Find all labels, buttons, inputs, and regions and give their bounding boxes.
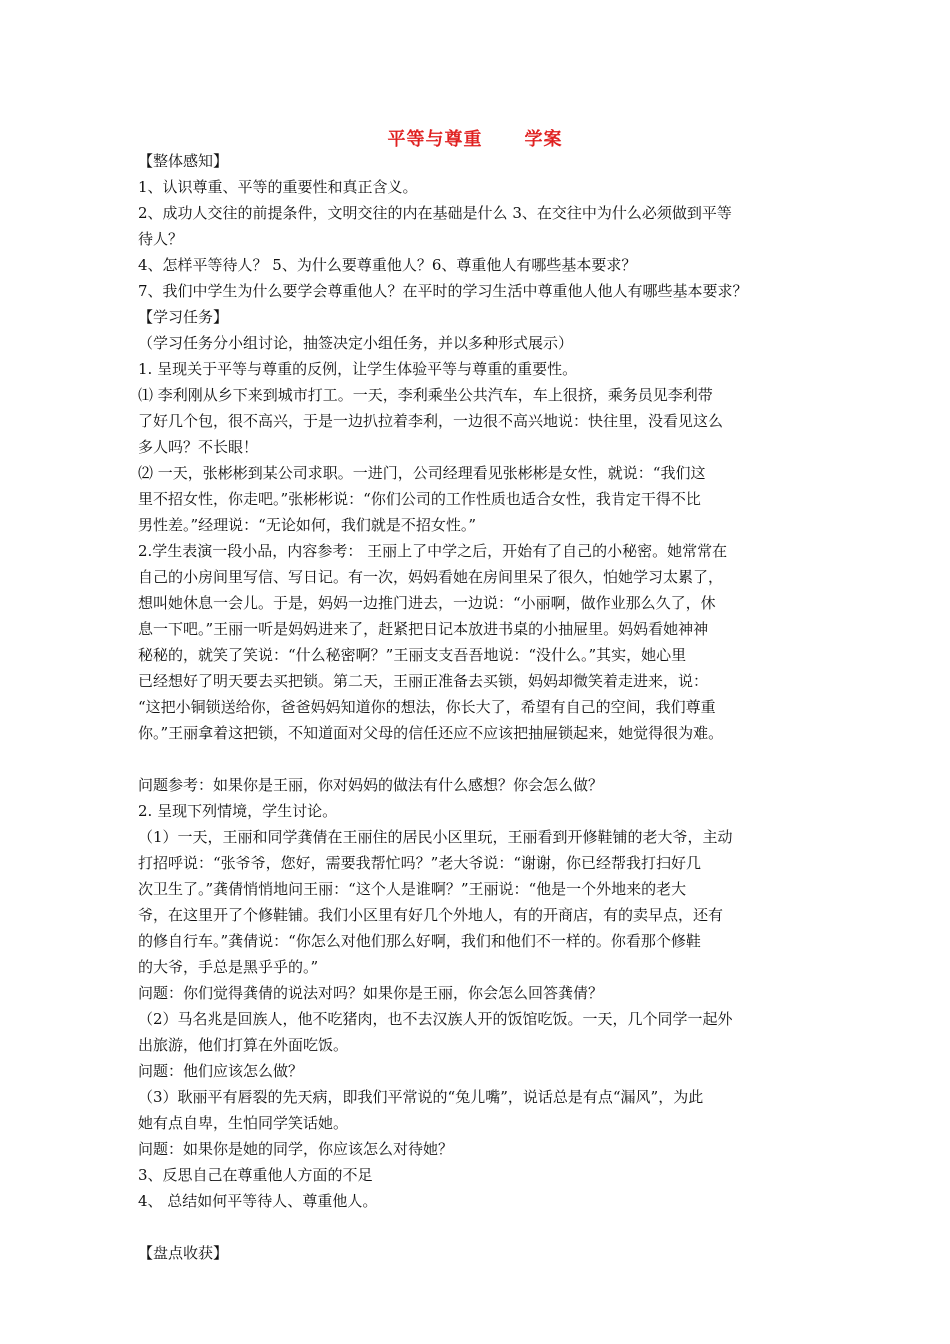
text-line: 想叫她休息一会儿。于是，妈妈一边推门进去，一边说：“小丽啊，做作业那么久了，休: [138, 594, 716, 612]
text-line: 2. 呈现下列情境，学生讨论。: [138, 802, 338, 820]
text-line: 多人吗？不长眼！: [138, 438, 259, 456]
text-line: 【盘点收获】: [138, 1244, 229, 1262]
text-line: 爷，在这里开了个修鞋铺。我们小区里有好几个外地人，有的开商店，有的卖早点，还有: [138, 906, 724, 924]
text-line: 问题：他们应该怎么做？: [138, 1062, 304, 1080]
title-main: 平等与尊重: [387, 129, 483, 150]
text-line: 4、怎样平等待人？ 5、为什么要尊重他人？6、尊重他人有哪些基本要求？: [138, 256, 637, 274]
text-line: 1、认识尊重、平等的重要性和真正含义。: [138, 178, 418, 196]
text-line: 次卫生了。”龚倩悄悄地问王丽：“这个人是谁啊？”王丽说：“他是一个外地来的老大: [138, 880, 687, 898]
text-line: 问题：你们觉得龚倩的说法对吗？如果你是王丽，你会怎么回答龚倩？: [138, 984, 604, 1002]
text-line: （3）耿丽平有唇裂的先天病，即我们平常说的“兔儿嘴”，说话总是有点“漏风”，为此: [138, 1088, 704, 1106]
text-line: 问题参考：如果你是王丽，你对妈妈的做法有什么感想？你会怎么做？: [138, 776, 604, 794]
text-line: 2、成功人交往的前提条件，文明交往的内在基础是什么 3、在交往中为什么必须做到平等: [138, 204, 732, 222]
text-line: “这把小铜锁送给你，爸爸妈妈知道你的想法，你长大了，希望有自己的空间，我们尊重: [138, 698, 716, 716]
text-line: 3、反思自己在尊重他人方面的不足: [138, 1166, 373, 1184]
text-line: 里不招女性，你走吧。”张彬彬说：“你们公司的工作性质也适合女性，我肯定干得不比: [138, 490, 701, 508]
text-line: 秘秘的，就笑了笑说：“什么秘密啊？”王丽支支吾吾地说：“没什么。”其实，她心里: [138, 646, 687, 664]
text-line: 的修自行车。”龚倩说：“你怎么对他们那么好啊，我们和他们不一样的。你看那个修鞋: [138, 932, 701, 950]
text-line: 男性差。”经理说：“无论如何，我们就是不招女性。”: [138, 516, 477, 534]
text-line: 1. 呈现关于平等与尊重的反例，让学生体验平等与尊重的重要性。: [138, 360, 578, 378]
blank-line: [138, 746, 828, 772]
text-line: 4、 总结如何平等待人、尊重他人。: [138, 1192, 378, 1210]
text-line: 自己的小房间里写信、写日记。有一次，妈妈看她在房间里呆了很久，怕她学习太累了，: [138, 568, 724, 586]
title-suffix: 学案: [524, 129, 563, 150]
text-line: 已经想好了明天要去买把锁。第二天，王丽正准备去买锁，妈妈却微笑着走进来，说：: [138, 672, 709, 690]
text-line: 【整体感知】: [138, 152, 229, 170]
text-line: 待人？: [138, 230, 184, 248]
text-line: 的大爷，手总是黑乎乎的。”: [138, 958, 319, 976]
text-line: 她有点自卑，生怕同学笑话她。: [138, 1114, 349, 1132]
text-line: 了好几个包，很不高兴，于是一边扒拉着李利，一边很不高兴地说：快往里，没看见这么: [138, 412, 724, 430]
text-line: （学习任务分小组讨论，抽签决定小组任务，并以多种形式展示）: [138, 334, 574, 352]
blank-line: [138, 1214, 828, 1240]
text-line: 问题：如果你是她的同学，你应该怎么对待她？: [138, 1140, 454, 1158]
text-line: 7、我们中学生为什么要学会尊重他人？在平时的学习生活中尊重他人他人有哪些基本要求？: [138, 282, 748, 300]
text-line: 出旅游，他们打算在外面吃饭。: [138, 1036, 349, 1054]
text-line: ⑵ 一天，张彬彬到某公司求职。一进门，公司经理看见张彬彬是女性，就说：“我们这: [138, 464, 706, 482]
text-line: 你。”王丽拿着这把锁，不知道面对父母的信任还应不应该把抽屉锁起来，她觉得很为难。: [138, 724, 724, 742]
text-line: ⑴ 李利刚从乡下来到城市打工。一天，李利乘坐公共汽车，车上很挤，乘务员见李利带: [138, 386, 713, 404]
text-line: （2）马名兆是回族人，他不吃猪肉，也不去汉族人开的饭馆吃饭。一天，几个同学一起外: [138, 1010, 733, 1028]
text-line: 息一下吧。”王丽一听是妈妈进来了，赶紧把日记本放进书桌的小抽屉里。妈妈看她神神: [138, 620, 709, 638]
text-line: （1）一天，王丽和同学龚倩在王丽住的居民小区里玩，王丽看到开修鞋铺的老大爷，主动: [138, 828, 733, 846]
text-line: 打招呼说：“张爷爷，您好，需要我帮忙吗？”老大爷说：“谢谢，你已经帮我打扫好几: [138, 854, 702, 872]
document-body: [138, 148, 828, 1266]
text-line: 【学习任务】: [138, 308, 229, 326]
text-line: 2.学生表演一段小品，内容参考： 王丽上了中学之后，开始有了自己的小秘密。她常常在: [138, 542, 728, 560]
